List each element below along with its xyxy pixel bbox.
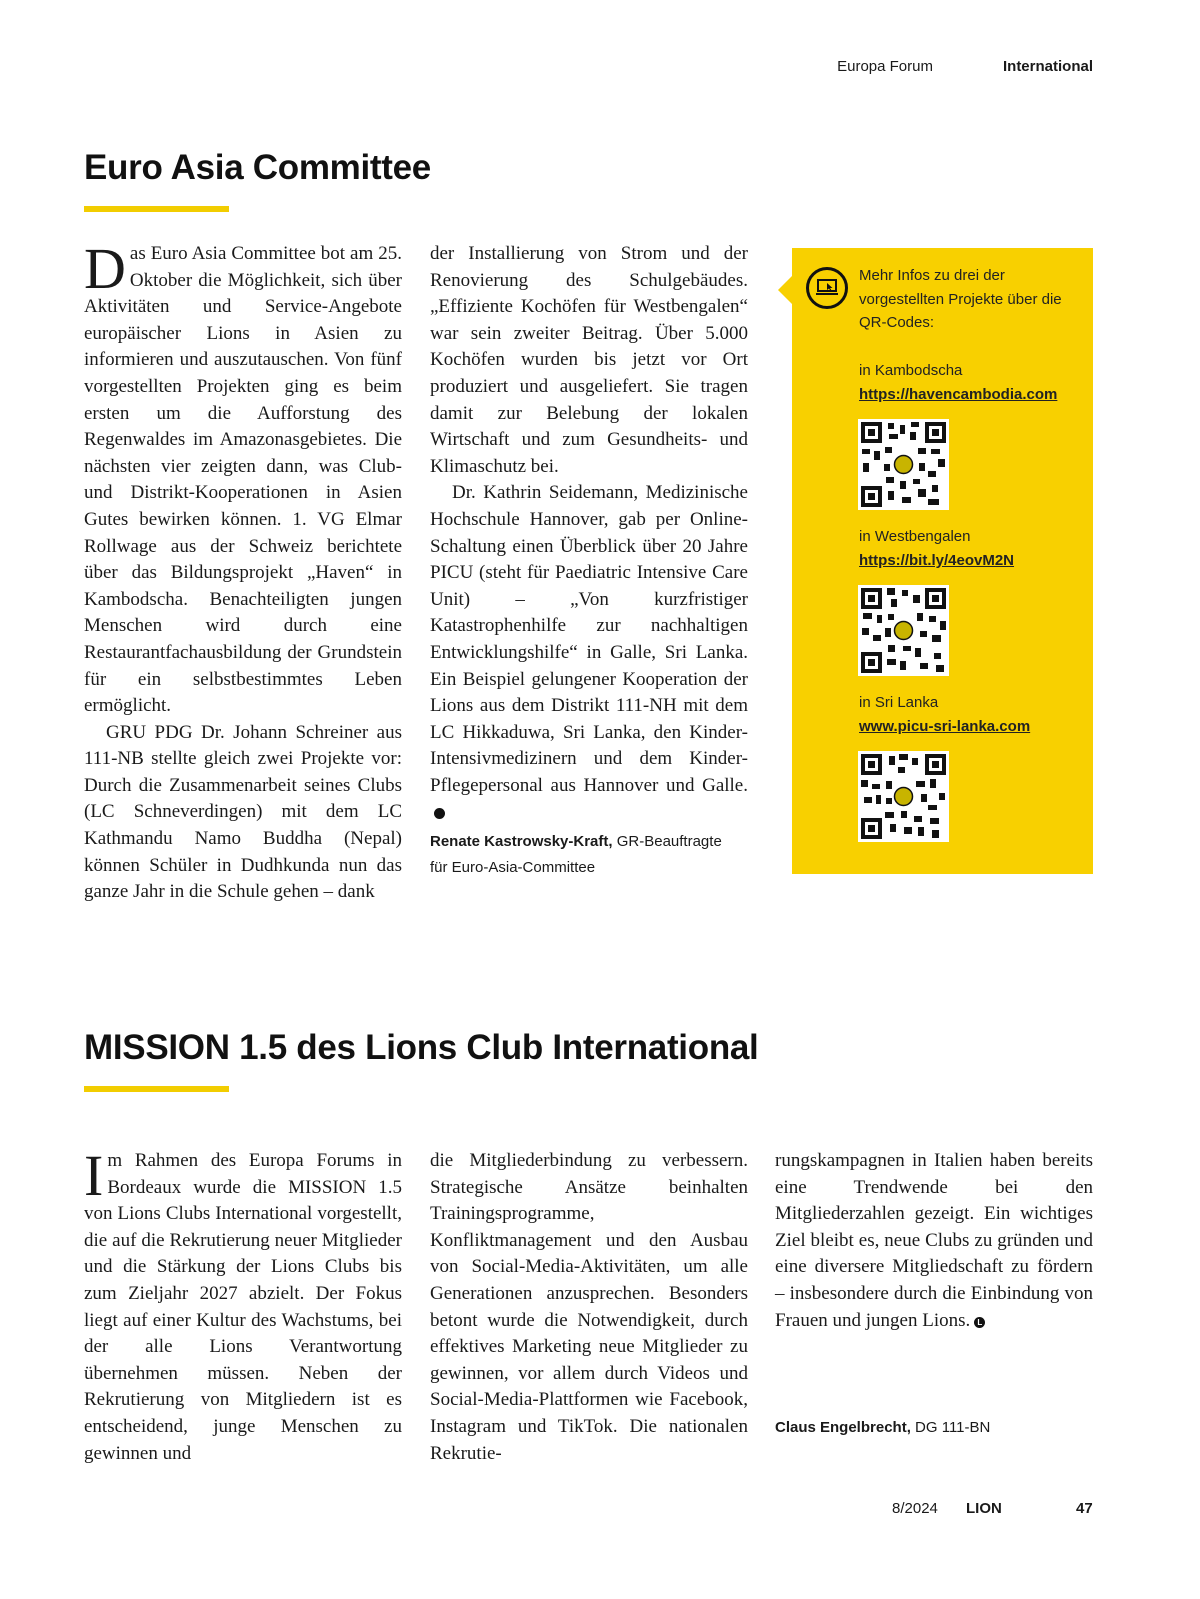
info-place-srilanka: in Sri Lanka — [859, 694, 939, 711]
article1-col1-para2: GRU PDG Dr. Johann Schreiner aus 111-NB stellte gleich zwei Projekte vor: Durch die Zusammenarbeit seines Clubs (LC Schneverdingen) mit dem LC Kathmandu Namo Buddha (Nepal) können Schüler in Dudhkunda nun das ganze Jahr in die Schule gehen – dank — [84, 721, 402, 903]
link-havencambodia[interactable]: https://havencambodia.com — [859, 386, 1058, 403]
article1-author-role: GR-Beauftragte für Euro-Asia-Committee — [430, 833, 722, 876]
article1-col1-para1-text: as Euro Asia Committee bot am 25. Oktober die Möglichkeit, sich über Aktivitäten und Service-Angebote europäischer Lions in Asien zu informieren und auszutauschen. Von fünf vorgestellten Projekten ging es beim ersten um die Aufforstung des Regenwaldes im Amazonasgebietes. Die nächsten vier zeigten dann, was Club- und Distrikt-Kooperationen in Asien Gutes bewirken können. 1. VG Elmar Rollwage aus der Schweiz berichtete über das Bildungsprojekt „Haven“ in Kambodscha. Benachteiligten jungen Menschen wird durch eine Restaurantfachausbildung der Grundstein für ein selbstbestimmtes Leben ermöglicht. — [84, 243, 402, 717]
article2-column-1 — [84, 1143, 402, 1467]
qr-code-srilanka[interactable] — [858, 751, 949, 842]
article2-column-2 — [430, 1148, 748, 1467]
article2-col3-para1 — [775, 1148, 1093, 1334]
running-header — [837, 58, 1093, 75]
article2-col1-para1 — [84, 1143, 402, 1467]
article1-column-1 — [84, 236, 402, 906]
title-rule — [84, 1086, 229, 1092]
screen-cursor-icon — [806, 267, 848, 309]
info-box-pointer — [778, 276, 792, 304]
header-section: Europa Forum — [837, 58, 933, 75]
article2-author-role: DG 111-BN — [915, 1419, 991, 1436]
article1-author — [430, 829, 730, 881]
lions-end-mark-icon: L — [434, 808, 445, 819]
article2-title: MISSION 1.5 des Lions Club International — [84, 1028, 759, 1067]
qr-code-cambodia[interactable] — [858, 419, 949, 510]
title-rule — [84, 206, 229, 212]
article2-author — [775, 1415, 1095, 1441]
footer-magazine: LION — [966, 1500, 1002, 1517]
article2-col3-para1-text: rungskampagnen in Italien haben bereits eine Trendwende bei den Mitgliederzahlen gezeigt. Ein wichtiges Ziel bleibt es, neue Clubs zu gründen und eine diversere Mitgliedschaft zu fördern – insbesondere durch die Einbindung von Frauen und jungen Lions. — [775, 1150, 1093, 1331]
dropcap: D — [84, 236, 126, 301]
article1-col2-para2-text: Dr. Kathrin Seidemann, Medizinische Hochschule Hannover, gab per Online-Schaltung einen Überblick über 20 Jahre PICU (steht für Paediatric Intensive Care Unit) – „Von kurzfristiger Katastrophenhilfe zur nachhaltigen Entwicklungshilfe“ in Galle, Sri Lanka. Ein Beispiel gelungener Kooperation der Lions aus dem Distrikt 111-NH mit dem LC Hikkaduwa, Sri Lanka, den Kinder-Intensivmedizinern und dem Kinder-Pflegepersonal aus Hannover und Galle. — [430, 482, 748, 796]
info-place-cambodia: in Kambodscha — [859, 362, 963, 379]
article1-author-name: Renate Kastrowsky-Kraft, — [430, 833, 613, 850]
dropcap: I — [84, 1143, 104, 1208]
info-box-intro: Mehr Infos zu drei der vorgestellten Projekte über die QR-Codes: — [859, 267, 1062, 331]
header-category: International — [1002, 58, 1093, 75]
article1-title: Euro Asia Committee — [84, 148, 431, 187]
article2-column-3 — [775, 1148, 1093, 1334]
link-picu-sri-lanka[interactable]: www.picu-sri-lanka.com — [859, 718, 1031, 735]
article2-col2-para1: die Mitgliederbindung zu verbessern. Strategische Ansätze beinhalten Trainingsprogramme, Konfliktmanagement und den Ausbau von Social-Media-Aktivitäten, um alle Generationen anzusprechen. Besonders betont wurde die Notwendigkeit, durch effektives Marketing neue Mitglieder zu gewinnen, vor allem durch Videos und Social-Media-Plattformen wie Facebook, Instagram und TikTok. Die nationalen Rekrutie- — [430, 1150, 748, 1464]
article1-column-2 — [430, 241, 748, 826]
info-box — [792, 248, 1093, 874]
qr-code-westbengal[interactable] — [858, 585, 949, 676]
article1-col2-para2 — [430, 480, 748, 826]
lions-end-mark-icon: L — [974, 1317, 985, 1328]
article2-author-name: Claus Engelbrecht, — [775, 1419, 911, 1436]
article1-col2-para1: der Installierung von Strom und der Renovierung des Schulgebäudes. „Effiziente Kochöfen für Westbengalen“ war sein zweiter Beitrag. Über 5.000 Kochöfen wurden bis jetzt vor Ort produziert und ausgeliefert. Sie tragen damit zur Belebung der lokalen Wirtschaft und zum Gesundheits- und Klimaschutz bei. — [430, 243, 748, 477]
article1-col1-para1 — [84, 236, 402, 720]
article2-col1-para1-text: m Rahmen des Europa Forums in Bordeaux wurde die MISSION 1.5 von Lions Clubs International vorgestellt, die auf die Rekrutierung neuer Mitglieder und die Stärkung der Lions Clubs bis zum Zieljahr 2027 abzielt. Der Fokus liegt auf einer Kultur des Wachstums, bei der alle Lions Verantwortung übernehmen müssen. Neben der Rekrutierung von Mitgliedern ist es entscheidend, junge Menschen zu gewinnen und — [84, 1150, 402, 1464]
page-number: 47 — [1076, 1500, 1093, 1517]
footer-issue: 8/2024 — [892, 1500, 938, 1517]
info-place-westbengal: in Westbengalen — [859, 528, 971, 545]
link-bitly[interactable]: https://bit.ly/4eovM2N — [859, 552, 1015, 569]
